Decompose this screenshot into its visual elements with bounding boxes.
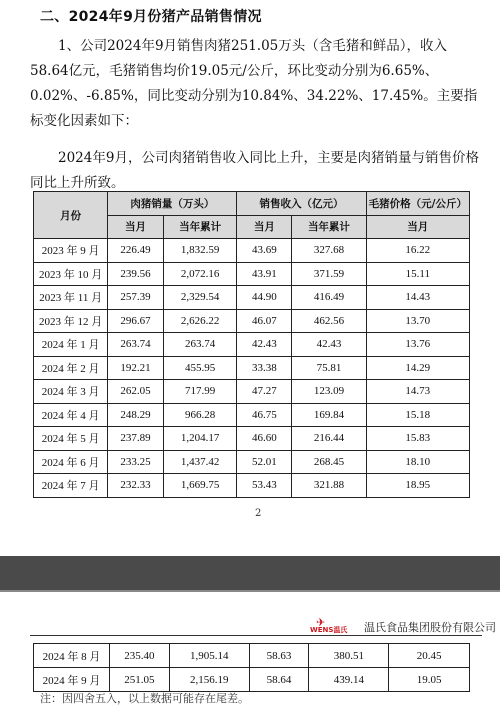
table-row bbox=[34, 309, 470, 333]
cell-vol_cum: 2,072.16 bbox=[163, 262, 237, 286]
cell-vol_cum: 1,905.14 bbox=[169, 644, 249, 668]
cell-rev: 58.64 bbox=[249, 668, 309, 692]
header-volume: 肉猪销量（万头） bbox=[108, 192, 237, 216]
cell-price: 15.83 bbox=[366, 427, 469, 451]
cell-rev: 53.43 bbox=[237, 474, 292, 498]
cell-rev: 52.01 bbox=[237, 450, 292, 474]
cell-rev_cum: 380.51 bbox=[309, 644, 389, 668]
cell-rev_cum: 416.49 bbox=[292, 286, 366, 310]
paragraph-2 bbox=[30, 146, 480, 196]
cell-vol: 239.56 bbox=[108, 262, 163, 286]
sales-table bbox=[33, 191, 470, 498]
subheader-revenue-current: 当月 bbox=[237, 215, 292, 239]
wens-logo bbox=[310, 616, 360, 634]
header-divider bbox=[30, 635, 482, 636]
paragraph-2-text: 2024年9月，公司肉猪销售收入同比上升，主要是肉猪销量与销售价格同比上升所致。 bbox=[30, 150, 479, 191]
cell-rev_cum: 123.09 bbox=[292, 380, 366, 404]
table-row bbox=[34, 380, 470, 404]
cell-month: 2024 年 2 月 bbox=[34, 356, 108, 380]
cell-vol: 251.05 bbox=[109, 668, 169, 692]
cell-month: 2023 年 11 月 bbox=[34, 286, 108, 310]
cell-rev_cum: 42.43 bbox=[292, 333, 366, 357]
cell-price: 15.11 bbox=[366, 262, 469, 286]
cell-month: 2024 年 5 月 bbox=[34, 427, 108, 451]
cell-vol_cum: 1,204.17 bbox=[163, 427, 237, 451]
table-row bbox=[34, 333, 470, 357]
cell-month: 2024 年 3 月 bbox=[34, 380, 108, 404]
cell-vol: 235.40 bbox=[109, 644, 169, 668]
logo-text: WENS温氏 bbox=[310, 626, 348, 634]
cell-rev: 46.75 bbox=[237, 403, 292, 427]
table-row bbox=[34, 450, 470, 474]
cell-rev_cum: 462.56 bbox=[292, 309, 366, 333]
cell-month: 2024 年 1 月 bbox=[34, 333, 108, 357]
table-row bbox=[34, 262, 470, 286]
cell-vol: 232.33 bbox=[108, 474, 163, 498]
table-row bbox=[34, 356, 470, 380]
company-name: 温氏食品集团股份有限公司 bbox=[364, 621, 496, 634]
table-header-row bbox=[34, 192, 470, 216]
cell-price: 14.43 bbox=[366, 286, 469, 310]
cell-price: 19.05 bbox=[389, 668, 470, 692]
table-row bbox=[34, 286, 470, 310]
paragraph-1 bbox=[30, 34, 480, 134]
section-heading: 二、2024年9月份猪产品销售情况 bbox=[40, 9, 262, 25]
cell-rev_cum: 216.44 bbox=[292, 427, 366, 451]
cell-rev_cum: 169.84 bbox=[292, 403, 366, 427]
cell-month: 2024 年 4 月 bbox=[34, 403, 108, 427]
cell-rev: 33.38 bbox=[237, 356, 292, 380]
table-row bbox=[34, 403, 470, 427]
cell-price: 14.29 bbox=[366, 356, 469, 380]
cell-vol: 237.89 bbox=[108, 427, 163, 451]
cell-vol: 296.67 bbox=[108, 309, 163, 333]
cell-month: 2023 年 9 月 bbox=[34, 239, 108, 263]
cell-rev: 43.69 bbox=[237, 239, 292, 263]
cell-vol_cum: 717.99 bbox=[163, 380, 237, 404]
cell-rev_cum: 321.88 bbox=[292, 474, 366, 498]
cell-rev: 46.60 bbox=[237, 427, 292, 451]
cell-rev: 43.91 bbox=[237, 262, 292, 286]
cell-month: 2023 年 10 月 bbox=[34, 262, 108, 286]
table-row bbox=[34, 668, 470, 692]
page-number: 2 bbox=[255, 508, 262, 519]
sales-table-continued bbox=[33, 643, 470, 692]
cell-vol: 226.49 bbox=[108, 239, 163, 263]
cell-rev_cum: 327.68 bbox=[292, 239, 366, 263]
cell-rev_cum: 268.45 bbox=[292, 450, 366, 474]
cell-vol: 233.25 bbox=[108, 450, 163, 474]
cell-month: 2023 年 12 月 bbox=[34, 309, 108, 333]
wing-icon: ✈ bbox=[316, 616, 326, 629]
cell-rev: 46.07 bbox=[237, 309, 292, 333]
cell-rev_cum: 371.59 bbox=[292, 262, 366, 286]
cell-price: 13.76 bbox=[366, 333, 469, 357]
paragraph-1-text: 1、公司2024年9月销售肉猪251.05万头（含毛猪和鲜品），收入58.64亿元，毛猪销售均价19.05元/公斤，环比变动分别为6.65%、0.02%、-6.85%，同比变动分别为10.84%、34.22%、17.45%。主要指标变化因素如下： bbox=[30, 38, 478, 129]
page-gap bbox=[0, 556, 500, 590]
cell-month: 2024 年 9 月 bbox=[34, 668, 110, 692]
header-revenue: 销售收入（亿元） bbox=[237, 192, 366, 216]
cell-rev: 44.90 bbox=[237, 286, 292, 310]
header-month: 月份 bbox=[34, 192, 108, 239]
cell-price: 18.95 bbox=[366, 474, 469, 498]
cell-price: 14.73 bbox=[366, 380, 469, 404]
footnote: 注：因四舍五入，以上数据可能存在尾差。 bbox=[40, 692, 249, 705]
cell-vol: 262.05 bbox=[108, 380, 163, 404]
cell-price: 15.18 bbox=[366, 403, 469, 427]
subheader-revenue-cumulative: 当年累计 bbox=[292, 215, 366, 239]
cell-price: 16.22 bbox=[366, 239, 469, 263]
table-row bbox=[34, 239, 470, 263]
cell-rev: 47.27 bbox=[237, 380, 292, 404]
cell-vol: 257.39 bbox=[108, 286, 163, 310]
cell-rev: 58.63 bbox=[249, 644, 309, 668]
cell-vol_cum: 1,437.42 bbox=[163, 450, 237, 474]
cell-vol: 192.21 bbox=[108, 356, 163, 380]
subheader-volume-current: 当月 bbox=[108, 215, 163, 239]
cell-rev: 42.43 bbox=[237, 333, 292, 357]
subheader-volume-cumulative: 当年累计 bbox=[163, 215, 237, 239]
cell-price: 13.70 bbox=[366, 309, 469, 333]
cell-vol: 263.74 bbox=[108, 333, 163, 357]
cell-month: 2024 年 7 月 bbox=[34, 474, 108, 498]
cell-vol_cum: 1,669.75 bbox=[163, 474, 237, 498]
cell-vol_cum: 455.95 bbox=[163, 356, 237, 380]
cell-vol_cum: 2,156.19 bbox=[169, 668, 249, 692]
cell-month: 2024 年 8 月 bbox=[34, 644, 110, 668]
cell-price: 18.10 bbox=[366, 450, 469, 474]
cell-vol: 248.29 bbox=[108, 403, 163, 427]
document-page-3 bbox=[0, 592, 500, 705]
header-price: 毛猪价格（元/公斤） bbox=[366, 192, 469, 216]
table-row bbox=[34, 474, 470, 498]
cell-month: 2024 年 6 月 bbox=[34, 450, 108, 474]
cell-vol_cum: 1,832.59 bbox=[163, 239, 237, 263]
cell-rev_cum: 439.14 bbox=[309, 668, 389, 692]
cell-vol_cum: 2,329.54 bbox=[163, 286, 237, 310]
cell-vol_cum: 263.74 bbox=[163, 333, 237, 357]
cell-vol_cum: 966.28 bbox=[163, 403, 237, 427]
cell-rev_cum: 75.81 bbox=[292, 356, 366, 380]
table-row bbox=[34, 427, 470, 451]
table-row bbox=[34, 644, 470, 668]
cell-price: 20.45 bbox=[389, 644, 470, 668]
subheader-price-current: 当月 bbox=[366, 215, 469, 239]
cell-vol_cum: 2,626.22 bbox=[163, 309, 237, 333]
